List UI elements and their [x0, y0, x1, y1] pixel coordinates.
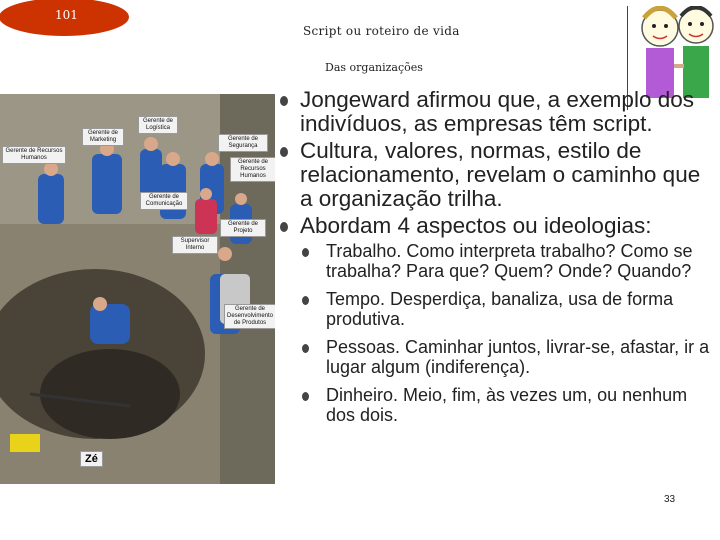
label-rh: Gerente de Recursos Humanos — [2, 146, 66, 164]
page-number: 33 — [664, 494, 676, 505]
bullet-dot-icon — [280, 147, 288, 157]
slide-title: Script ou roteiro de vida — [303, 24, 460, 38]
label-logistica: Gerente de Logística — [138, 116, 178, 134]
label-producao: Gerente de Desenvolvimento de Produtos — [224, 304, 275, 329]
bullet-item — [278, 214, 718, 238]
sub-bullet-item — [300, 338, 718, 377]
workers-photo — [0, 94, 275, 484]
bullet-dot-icon — [302, 296, 309, 305]
content-bullets — [278, 88, 718, 434]
sub-bullet-item — [300, 290, 718, 329]
sub-bullet-text: Trabalho. Como interpreta trabalho? Como se trabalha? Para que? Quem? Onde? Quando? — [326, 241, 693, 281]
bullet-dot-icon — [302, 344, 309, 353]
label-recursos-humanos: Gerente de Recursos Humanos — [230, 157, 275, 182]
label-projeto: Gerente de Projeto — [220, 219, 266, 237]
sub-bullet-item — [300, 242, 718, 281]
slide-subtitle: Das organizações — [325, 61, 423, 74]
bullet-dot-icon — [302, 392, 309, 401]
sub-bullet-text: Dinheiro. Meio, fim, às vezes um, ou nenhum dos dois. — [326, 385, 688, 425]
bullet-dot-icon — [302, 248, 309, 257]
bullet-text: Cultura, valores, normas, estilo de relacionamento, revelam o caminho que a organização trilha. — [300, 138, 701, 211]
bullet-item — [278, 88, 718, 136]
label-supervisor: Supervisor Interno — [172, 236, 218, 254]
sub-bullet-text: Pessoas. Caminhar juntos, livrar-se, afastar, ir a lugar algum (indiferença). — [326, 337, 710, 377]
label-marketing: Gerente de Marketing — [82, 128, 124, 146]
sub-bullet-text: Tempo. Desperdiça, banaliza, usa de forma produtiva. — [326, 289, 674, 329]
slide-number: 101 — [55, 8, 78, 22]
bullet-text: Jongeward afirmou que, a exemplo dos indivíduos, as empresas têm script. — [300, 87, 694, 136]
label-ze: Zé — [80, 451, 103, 467]
bullet-dot-icon — [280, 96, 288, 106]
sub-bullets — [300, 242, 718, 425]
bullet-text: Abordam 4 aspectos ou ideologias: — [300, 213, 652, 238]
label-comunicacao: Gerente de Comunicação — [140, 192, 188, 210]
bullet-item — [278, 139, 718, 211]
label-seguranca: Gerente de Segurança — [218, 134, 268, 152]
sub-bullet-item — [300, 386, 718, 425]
bullet-dot-icon — [280, 222, 288, 232]
